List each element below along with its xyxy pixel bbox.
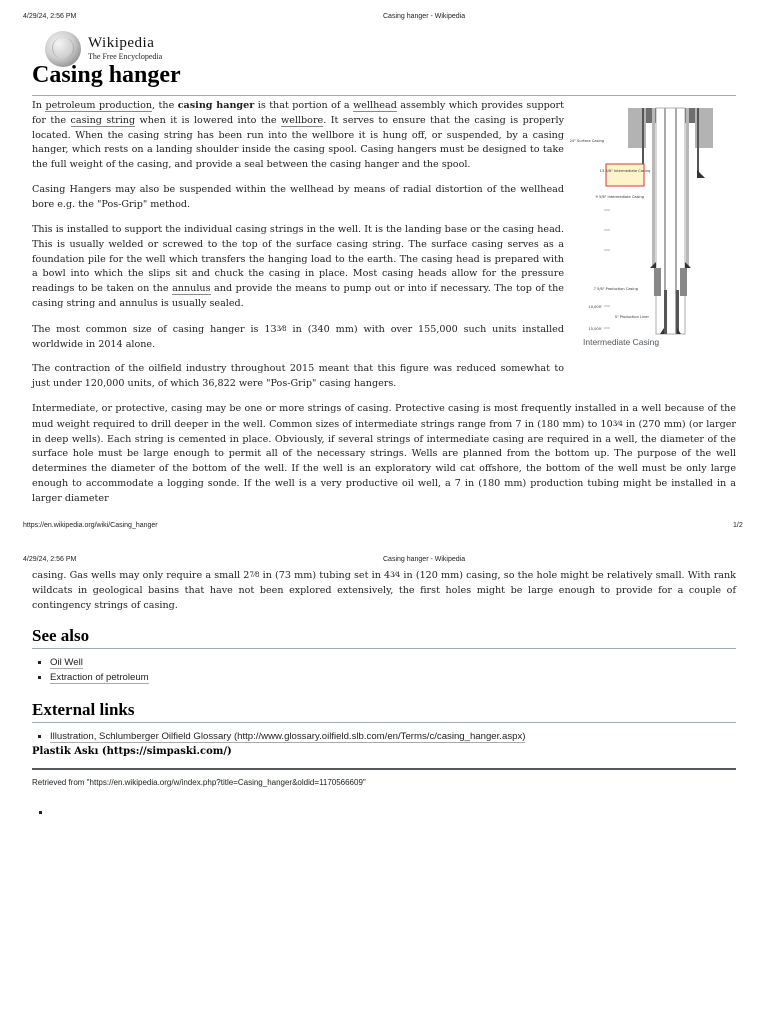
section-heading-see-also: See also: [32, 626, 90, 645]
label-7-5-8-production: 7 5/8" Production Casing: [593, 287, 638, 291]
figure-caption: Intermediate Casing: [583, 337, 660, 347]
page-title: Casing hanger: [32, 62, 181, 88]
empty-list-bullet: [39, 811, 42, 814]
print-tab-title-page2: Casing hanger - Wikipedia: [383, 556, 466, 563]
link-wellbore[interactable]: wellbore: [281, 114, 324, 126]
external-links-divider: [32, 722, 736, 723]
print-tab-title: Casing hanger - Wikipedia: [383, 13, 466, 20]
paragraph-intermediate: Intermediate, or protective, casing may be one or more strings of casing. Protective casing is most frequently installed in a well because of the mud weight required to drill deeper in the well. Common sizes of intermediate strings range from 7 in (180 mm) to 103⁄4 in (270 mm) (or larger in deep wells). Each string is cemented in place. Obviously, if several strings of intermediate casing are required in a well, the diameter of the surface hole must be large enough to permit all of the necessary strings. Wells are planned from the bottom up. The purpose of the well determines the diameter of the bottom of the well. If the well is an exploratory wild cat offshore, the bottom of the well must be only large enough to accommodate a logging sonde. If the well is a very productive oil well, a 7 in (180 mm) production tubing might be installed in a larger diameter: [32, 403, 736, 504]
paragraph-casing-head: This is installed to support the individual casing strings in the well. It is the landing base or the casing head. This is usually welded or screwed to the top of the surface casing string. The surface casing serves as a foundation pile for the well which transfers the hanging load to the earth. The casing head is prepared with a bowl into which the slips sit and chuck the casing in place. Most casing heads allow for the pressure readings to be taken on the annulus and provide the means to pump out or into if necessary. The top of the casing string and annulus is usually sealed.: [32, 224, 564, 309]
paragraph-gas-wells: casing. Gas wells may only require a small 27⁄8 in (73 mm) tubing set in 43⁄4 in (120 mm) casing, so the hole might be relatively small. With rank wildcats in geological basins that have not been explored extensively, the first holes might be large enough to provide for a couple of contingency strings of casing.: [32, 570, 736, 611]
intro-paragraph: In petroleum production, the casing hanger is that portion of a wellhead assembly which provides support for the casing string when it is lowered into the wellbore. It serves to ensure that the casing is properly located. When the casing string has been run into the wellbore it is hung off, or suspended, by a casing hanger, which rests on a landing shoulder inside the casing spool. Casing hangers must be designed to take the full weight of the casing, and provide a seal between the casing hanger and the spool.: [32, 100, 564, 171]
print-datetime-page2: 4/29/24, 2:56 PM: [23, 556, 77, 563]
title-divider: [32, 95, 736, 96]
list-item[interactable]: [36, 655, 149, 670]
link-casing-string[interactable]: casing string: [70, 114, 136, 126]
list-item[interactable]: [36, 729, 525, 744]
intermediate-casing-diagram[interactable]: [569, 100, 736, 352]
bold-term: casing hanger: [177, 100, 255, 111]
label-9-5-8-intermediate: 9 5/8" Intermediate Casing: [595, 195, 644, 199]
print-datetime: 4/29/24, 2:56 PM: [23, 13, 77, 20]
link-extraction-of-petroleum[interactable]: Extraction of petroleum: [50, 672, 149, 683]
see-also-divider: [32, 648, 736, 649]
paragraph-common-size: The most common size of casing hanger is 133⁄8 in (340 mm) with over 155,000 such units installed worldwide in 2014 alone.: [32, 324, 564, 350]
depth-label-10000: 10,000': [588, 305, 602, 309]
list-item[interactable]: [36, 670, 149, 685]
section-heading-external-links: External links: [32, 700, 135, 719]
print-url: https://en.wikipedia.org/wiki/Casing_hanger: [23, 522, 158, 529]
depth-label-15000: 15,000': [588, 327, 602, 331]
link-wellhead[interactable]: wellhead: [353, 100, 397, 111]
paragraph-pos-grip: Casing Hangers may also be suspended within the wellhead by means of radial distortion of the wellhead bore e.g. the "Pos-Grip" method.: [32, 184, 564, 210]
link-annulus[interactable]: annulus: [172, 283, 211, 295]
link-oil-well[interactable]: Oil Well: [50, 657, 83, 668]
link-plastik-aski[interactable]: Plastik Askı (https://simpaski.com/): [32, 746, 232, 757]
logo-wordmark: Wikipedia: [88, 35, 155, 51]
print-page-number: 1/2: [733, 522, 743, 529]
retrieved-from-notice: Retrieved from "https://en.wikipedia.org/w/index.php?title=Casing_hanger&oldid=1170566609": [32, 778, 366, 787]
footer-divider: [32, 768, 736, 770]
label-13-3-8-intermediate: 13 3/8" Intermediate Casing: [599, 169, 651, 173]
print-header-page1: [0, 13, 768, 25]
label-5-liner: 5" Production Liner: [614, 315, 649, 319]
link-schlumberger-glossary[interactable]: Illustration, Schlumberger Oilfield Glossary (http://www.glossary.oilfield.slb.com/en/Terms/c/casing_hanger.aspx): [50, 731, 526, 742]
paragraph-contraction: The contraction of the oilfield industry throughout 2015 meant that this figure was reduced somewhat to just under 120,000 units, of which 36,822 were "Pos-Grip" casing hangers.: [32, 363, 564, 389]
label-20-surface: 20" Surface Casing: [569, 139, 604, 143]
print-header-page2: [0, 556, 768, 568]
external-links-list: [36, 729, 525, 744]
print-footer-page1: [0, 522, 768, 532]
see-also-list: [36, 655, 149, 685]
link-petroleum-production[interactable]: petroleum production: [45, 100, 153, 111]
logo-tagline: The Free Encyclopedia: [88, 52, 163, 61]
